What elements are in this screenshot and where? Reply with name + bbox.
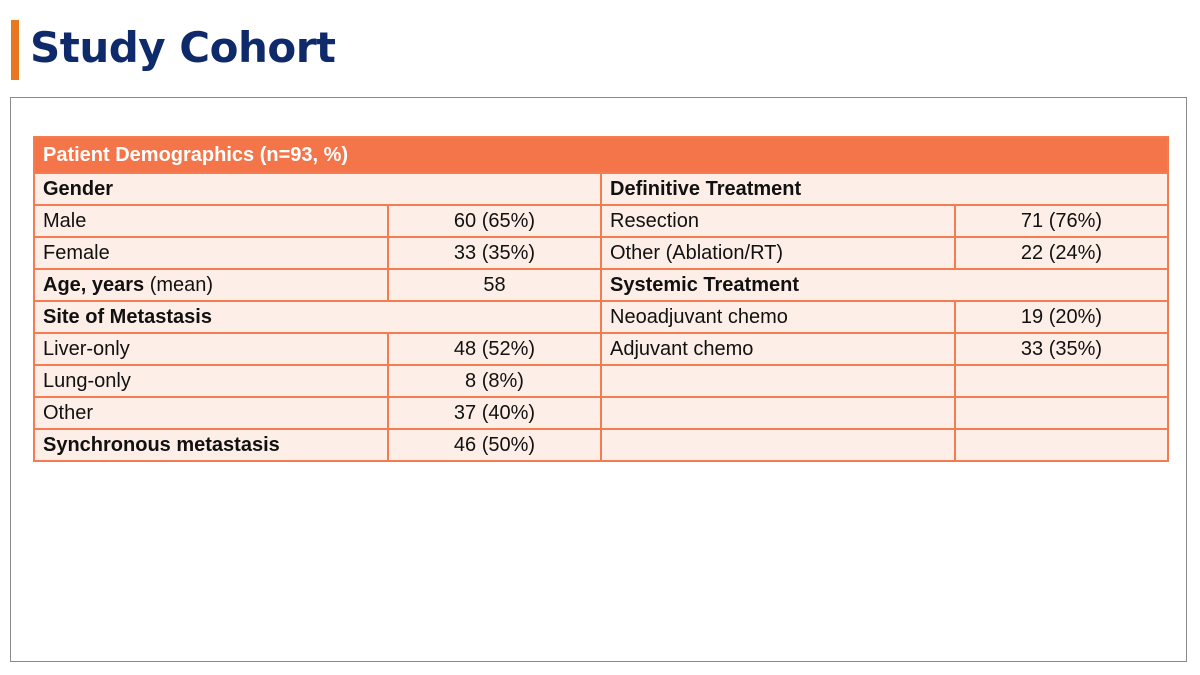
systemic-treatment-heading: Systemic Treatment xyxy=(601,269,1168,301)
title-accent-bar xyxy=(11,20,19,80)
adjuvant-value: 33 (35%) xyxy=(955,333,1168,365)
age-label-normal: (mean) xyxy=(144,273,214,296)
table-row xyxy=(34,237,1168,269)
table-row xyxy=(34,205,1168,237)
demographics-table xyxy=(33,136,1169,462)
table-row xyxy=(34,397,1168,429)
adjuvant-label: Adjuvant chemo xyxy=(601,333,955,365)
synchronous-metastasis-label: Synchronous metastasis xyxy=(34,429,388,461)
table-row xyxy=(34,173,1168,205)
empty-cell xyxy=(601,365,955,397)
male-value: 60 (65%) xyxy=(388,205,601,237)
table-row xyxy=(34,269,1168,301)
other-site-label: Other xyxy=(34,397,388,429)
table-row xyxy=(34,301,1168,333)
age-label xyxy=(34,269,388,301)
other-ablation-label: Other (Ablation/RT) xyxy=(601,237,955,269)
site-of-metastasis-heading: Site of Metastasis xyxy=(34,301,601,333)
lung-only-value: 8 (8%) xyxy=(388,365,601,397)
empty-cell xyxy=(955,397,1168,429)
female-label: Female xyxy=(34,237,388,269)
resection-label: Resection xyxy=(601,205,955,237)
empty-cell xyxy=(955,429,1168,461)
definitive-treatment-heading: Definitive Treatment xyxy=(601,173,1168,205)
other-ablation-value: 22 (24%) xyxy=(955,237,1168,269)
age-value: 58 xyxy=(388,269,601,301)
neoadjuvant-label: Neoadjuvant chemo xyxy=(601,301,955,333)
liver-only-label: Liver-only xyxy=(34,333,388,365)
synchronous-metastasis-value: 46 (50%) xyxy=(388,429,601,461)
table-row xyxy=(34,365,1168,397)
slide-title: Study Cohort xyxy=(30,23,336,72)
other-site-value: 37 (40%) xyxy=(388,397,601,429)
lung-only-label: Lung-only xyxy=(34,365,388,397)
age-label-bold: Age, years xyxy=(43,273,145,296)
resection-value: 71 (76%) xyxy=(955,205,1168,237)
empty-cell xyxy=(601,429,955,461)
male-label: Male xyxy=(34,205,388,237)
table-row xyxy=(34,429,1168,461)
table-row xyxy=(34,333,1168,365)
table-header: Patient Demographics (n=93, %) xyxy=(34,137,1168,173)
neoadjuvant-value: 19 (20%) xyxy=(955,301,1168,333)
female-value: 33 (35%) xyxy=(388,237,601,269)
empty-cell xyxy=(955,365,1168,397)
table-header-row xyxy=(34,137,1168,173)
liver-only-value: 48 (52%) xyxy=(388,333,601,365)
empty-cell xyxy=(601,397,955,429)
gender-heading: Gender xyxy=(34,173,601,205)
